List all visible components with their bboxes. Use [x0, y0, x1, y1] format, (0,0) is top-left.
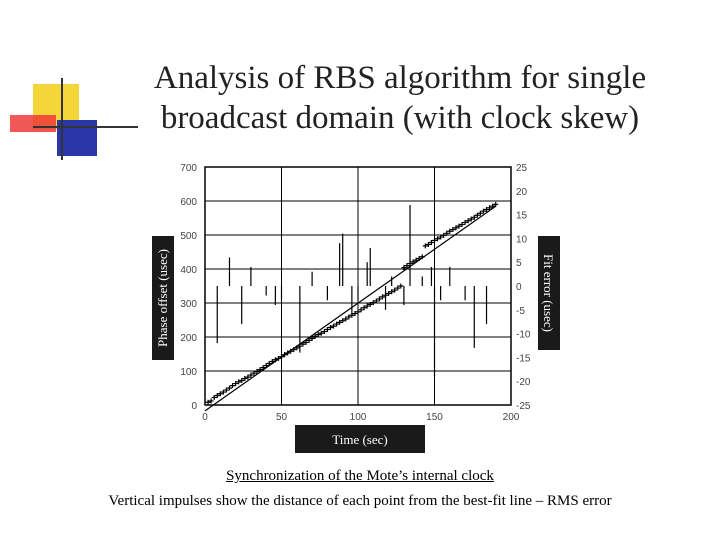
- y2-tick-label: 15: [516, 210, 528, 222]
- y2-tick-label: 0: [516, 282, 522, 293]
- y2-axis-label: Fit error (usec): [541, 254, 556, 332]
- caption-line1: Synchronization of the Mote’s internal clock: [226, 468, 494, 484]
- fit-line: [205, 206, 496, 411]
- slide-title-line1: Analysis of RBS algorithm for single: [153, 60, 647, 96]
- best-fit-line: [205, 206, 496, 411]
- y-tick-label: 300: [180, 299, 197, 310]
- y2-tick-label: -25: [516, 401, 531, 412]
- y2-tick-label: -5: [516, 305, 525, 317]
- slide-title-line2: broadcast domain (with clock skew): [160, 100, 640, 136]
- y-tick-label: 600: [180, 197, 197, 208]
- impulse-series: [217, 205, 486, 376]
- y-tick-label: 400: [180, 265, 197, 276]
- y2-tick-label: -20: [516, 377, 531, 389]
- x-tick-label: 100: [349, 412, 367, 423]
- y2-tick-label: -10: [516, 329, 531, 341]
- y2-tick-label: 20: [516, 186, 528, 198]
- y2-tick-label: -15: [516, 353, 531, 365]
- x-tick-label: 200: [502, 412, 520, 423]
- y2-tick-label: 5: [516, 258, 522, 270]
- y-tick-label: 100: [180, 367, 197, 378]
- y-tick-label: 700: [180, 163, 197, 174]
- x-tick-label: 50: [275, 412, 288, 423]
- x-tick-label: 150: [426, 412, 443, 423]
- x-tick-label: 0: [202, 412, 208, 423]
- caption-line2: Vertical impulses show the distance of each point from the best-fit line – RMS error: [108, 493, 612, 509]
- y-tick-label: 500: [180, 231, 197, 242]
- x-axis-label: Time (sec): [332, 432, 388, 447]
- y2-tick-label: 10: [516, 234, 528, 246]
- y-axis-label: Phase offset (usec): [155, 249, 170, 347]
- y2-tick-label: 25: [516, 163, 528, 174]
- y-tick-label: 0: [191, 401, 197, 412]
- y-tick-label: 200: [180, 333, 197, 344]
